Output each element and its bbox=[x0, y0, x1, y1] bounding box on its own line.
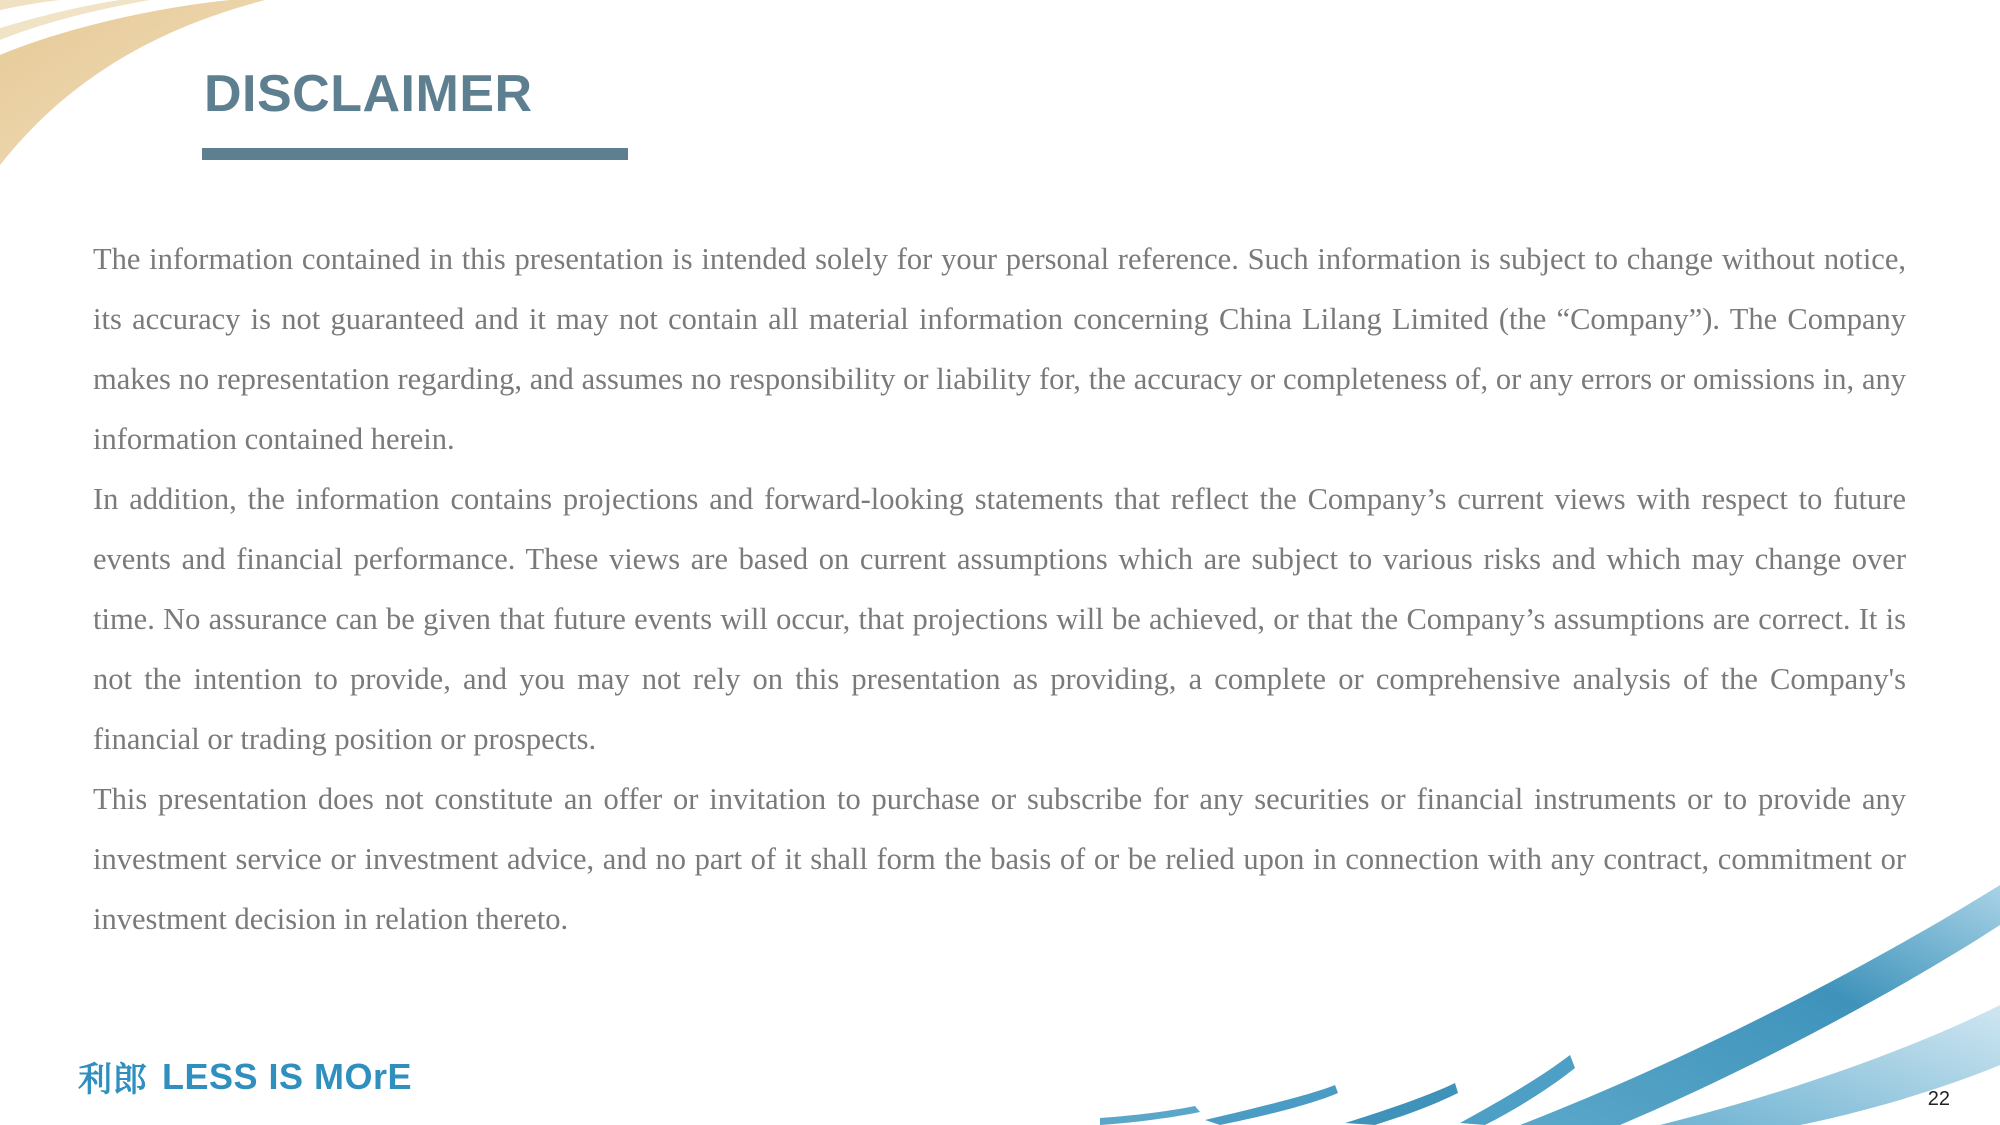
title-underline bbox=[202, 148, 628, 160]
page-title: DISCLAIMER bbox=[204, 65, 533, 123]
disclaimer-body bbox=[93, 229, 1906, 949]
page-number: 22 bbox=[1927, 1088, 1950, 1110]
disclaimer-paragraph: The information contained in this presentation is intended solely for your personal reference. Such information is subject to change without notice, its accuracy is not guaranteed and it may not contain all material information concerning China Lilang Limited (the “Company”). The Company makes no representation regarding, and assumes no responsibility or liability for, the accuracy or completeness of, or any errors or omissions in, any information contained herein. bbox=[93, 242, 1906, 456]
brand-logo bbox=[78, 1052, 412, 1101]
logo-chinese-text: 利郎 bbox=[78, 1061, 148, 1099]
disclaimer-paragraph: In addition, the information contains projections and forward-looking statements that reflect the Company’s current views with respect to future events and financial performance. These views are based on current assumptions which are subject to various risks and which may change over time. No assurance can be given that future events will occur, that projections will be achieved, or that the Company’s assumptions are correct. It is not the intention to provide, and you may not rely on this presentation as providing, a complete or comprehensive analysis of the Company's financial or trading position or prospects. bbox=[93, 482, 1906, 756]
disclaimer-paragraph: This presentation does not constitute an offer or invitation to purchase or subscribe for any securities or financial instruments or to provide any investment service or investment advice, and no part of it shall form the basis of or be relied upon in connection with any contract, commitment or investment decision in relation thereto. bbox=[93, 782, 1906, 936]
logo-slogan: LESS IS MOrE bbox=[162, 1055, 413, 1097]
